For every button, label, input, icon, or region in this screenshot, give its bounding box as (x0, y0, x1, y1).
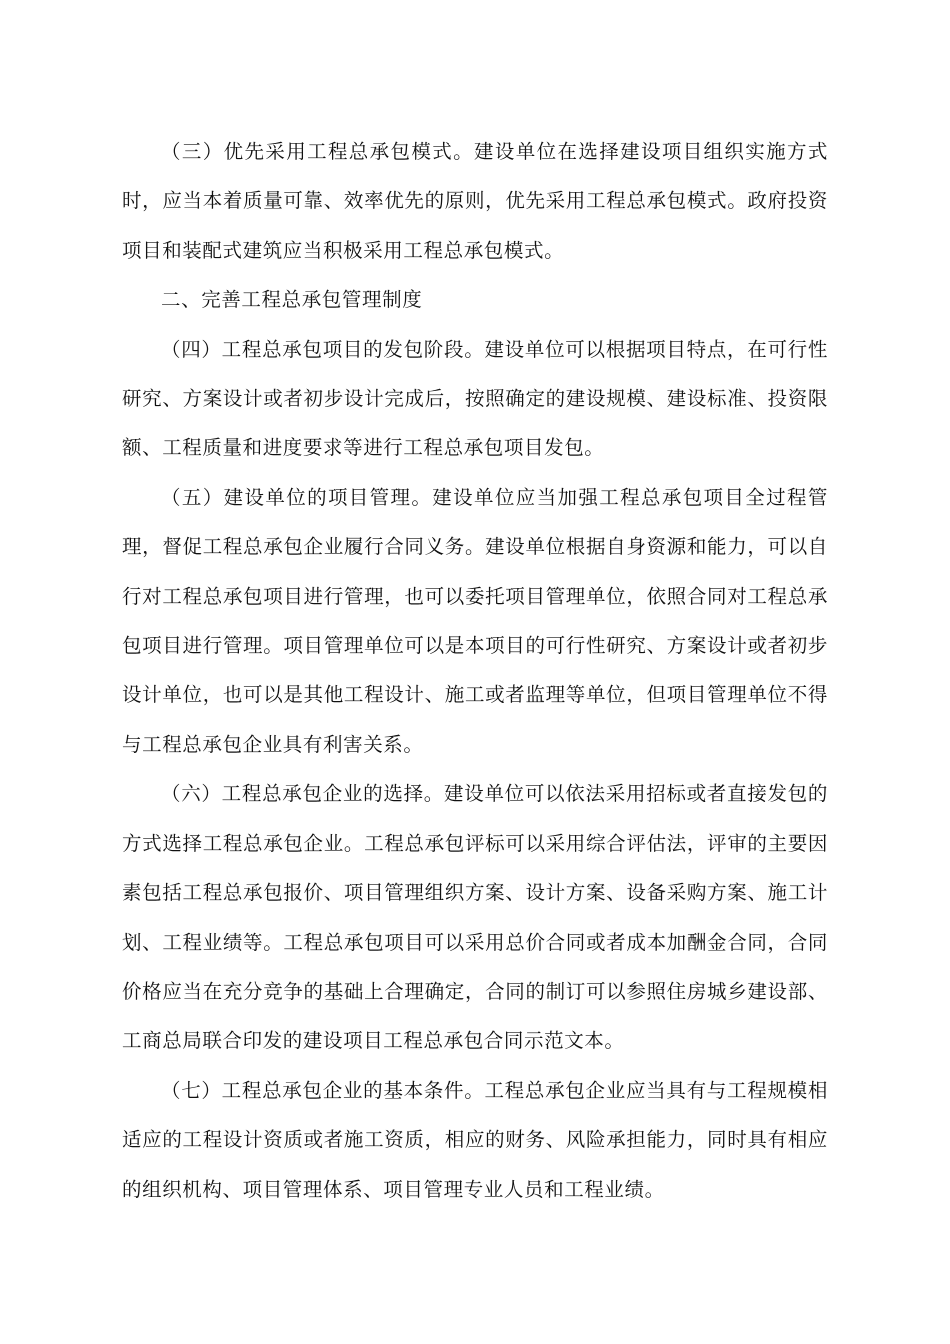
paragraph-7-basic-conditions: （七）工程总承包企业的基本条件。工程总承包企业应当具有与工程规模相适应的工程设计资质或者施工资质，相应的财务、风险承担能力，同时具有相应的组织机构、项目管理体系、项目管理专业人员和工程业绩。 (122, 1078, 828, 1201)
paragraph-4-contracting-stage: （四）工程总承包项目的发包阶段。建设单位可以根据项目特点，在可行性研究、方案设计或者初步设计完成后，按照确定的建设规模、建设标准、投资限额、工程质量和进度要求等进行工程总承包项目发包。 (122, 337, 828, 460)
section-heading-2: 二、完善工程总承包管理制度 (161, 288, 423, 312)
paragraph-5-project-management: （五）建设单位的项目管理。建设单位应当加强工程总承包项目全过程管理，督促工程总承包企业履行合同义务。建设单位根据自身资源和能力，可以自行对工程总承包项目进行管理，也可以委托项目管理单位，依照合同对工程总承包项目进行管理。项目管理单位可以是本项目的可行性研究、方案设计或者初步设计单位，也可以是其他工程设计、施工或者监理等单位，但项目管理单位不得与工程总承包企业具有利害关系。 (122, 485, 828, 756)
paragraph-3-priority-epc-mode: （三）优先采用工程总承包模式。建设单位在选择建设项目组织实施方式时，应当本着质量可靠、效率优先的原则，优先采用工程总承包模式。政府投资项目和装配式建筑应当积极采用工程总承包模式。 (122, 140, 828, 262)
document-body (122, 127, 828, 1214)
paragraph-6-contractor-selection: （六）工程总承包企业的选择。建设单位可以依法采用招标或者直接发包的方式选择工程总承包企业。工程总承包评标可以采用综合评估法，评审的主要因素包括工程总承包报价、项目管理组织方案、设计方案、设备采购方案、施工计划、工程业绩等。工程总承包项目可以采用总价合同或者成本加酬金合同，合同价格应当在充分竞争的基础上合理确定，合同的制订可以参照住房城乡建设部、工商总局联合印发的建设项目工程总承包合同示范文本。 (122, 782, 828, 1053)
